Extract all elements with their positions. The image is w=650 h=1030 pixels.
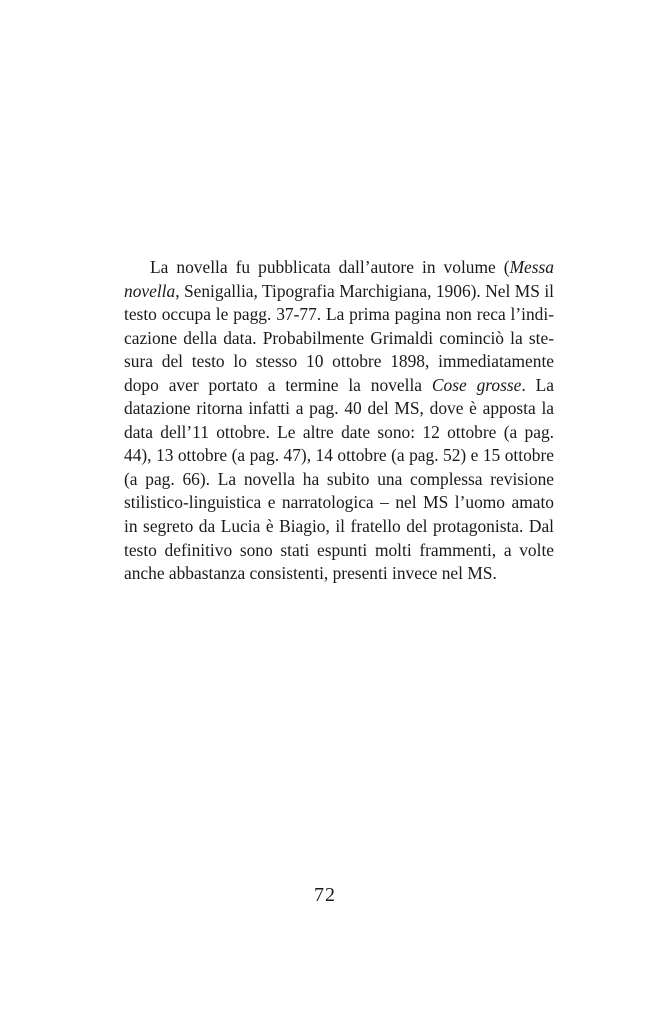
editorial-note-paragraph xyxy=(124,256,554,586)
page-number: 72 xyxy=(314,884,336,906)
note-text-segment: . La datazione ritorna infatti a pag. 40 del MS, dove è apposta la data dell’11 ottobre. Le altre date sono: 12 ottobre (a pag. 44), 13 ottobre (a pag. 47), 14 ottobre (a pag. 52) e 15 ottobre (a pag. 66). La novella ha subito una complessa revisione stilistico-linguistica e narratologica – nel MS l’uomo amato in segreto da Lucia è Biagio, il fratello del protagonista. Dal testo definitivo sono stati espunti molti frammenti, a volte anche abbastanza consistenti, presenti invece nel MS. xyxy=(124,374,554,584)
note-text-segment: , Senigallia, Tipografia Marchigiana, 1906). Nel MS il testo occupa le pagg. 37-77. La prima pagina non reca l’indicazione della data. Probabilmente Grimaldi cominciò la stesura del testo lo stesso 10 ottobre 1898, immediatamente dopo aver portato a termine la novella xyxy=(124,280,554,395)
book-title-messa-novella: Messa novella xyxy=(124,257,554,301)
page-body xyxy=(124,256,554,586)
story-title-cose-grosse: Cose grosse xyxy=(431,374,522,395)
note-text-segment: La novella fu pubblicata dall’autore in volume ( xyxy=(150,257,510,277)
